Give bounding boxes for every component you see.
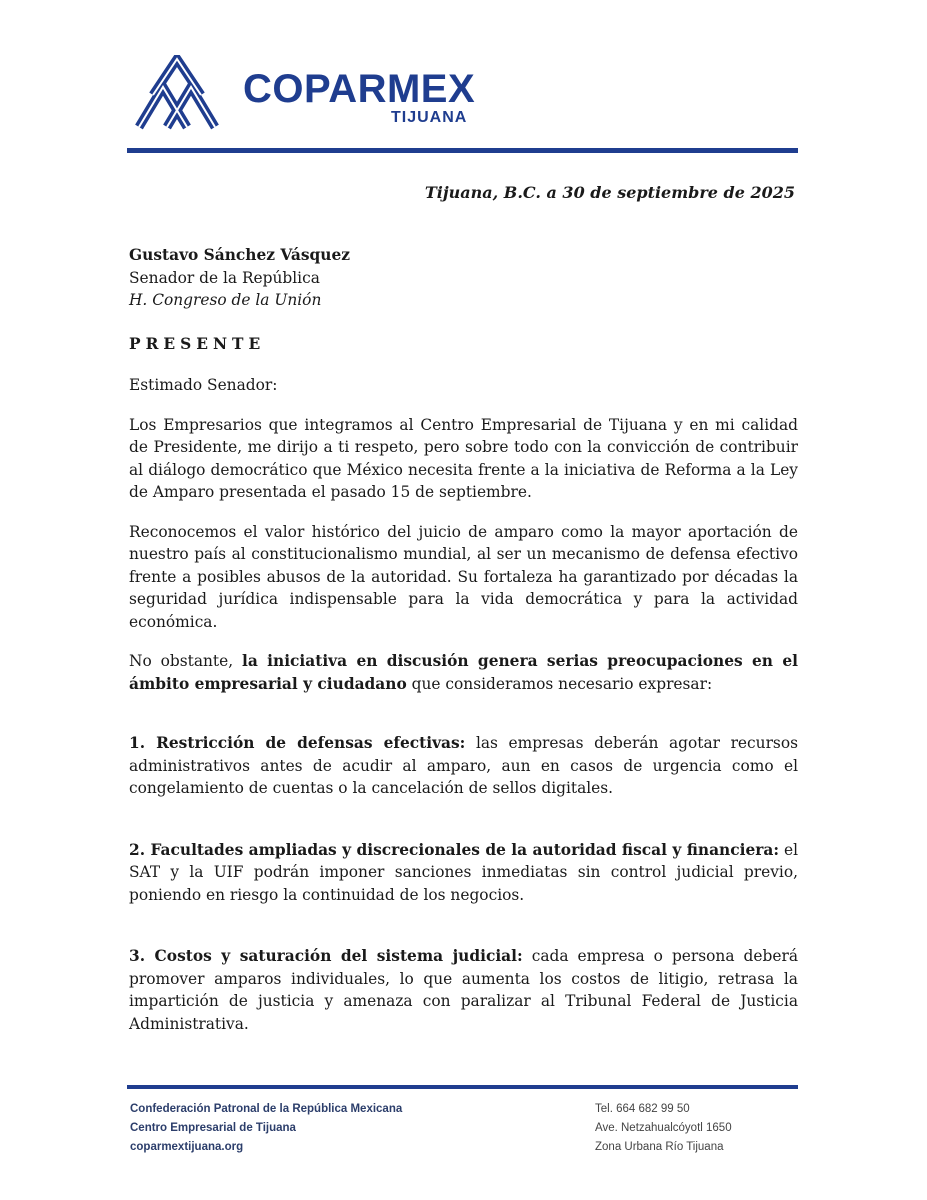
point-heading: 1. Restricción de defensas efectivas: [129, 734, 466, 752]
coparmex-logo [135, 55, 475, 135]
concerns-bold: la iniciativa en discusión genera serias preocupaciones en el ámbito empresarial y ciudadano [129, 652, 798, 693]
footer-divider [127, 1085, 798, 1089]
footer-street: Ave. Netzahualcóyotl 1650 [595, 1122, 732, 1134]
footer-center-name: Centro Empresarial de Tijuana [130, 1122, 296, 1134]
brand-subtitle: TIJUANA [391, 109, 468, 126]
footer-confederation: Confederación Patronal de la República Mexicana [130, 1103, 403, 1115]
paragraph-concerns [129, 650, 798, 695]
point-heading: 3. Costos y saturación del sistema judicial: [129, 947, 523, 965]
recipient-organization: H. Congreso de la Unión [129, 291, 322, 309]
recipient-name: Gustavo Sánchez Vásquez [129, 246, 351, 264]
point-text: el SAT y la UIF podrán imponer sanciones inmediatas sin control judicial previo, poniendo en riesgo la continuidad de los negocios. [129, 840, 798, 904]
header-divider [127, 148, 798, 153]
point-text: las empresas deberán agotar recursos administrativos antes de acudir al amparo, aun en casos de urgencia como el congelamiento de cuentas o la cancelación de sellos digitales. [129, 734, 798, 797]
presente-heading: PRESENTE [129, 334, 266, 353]
footer-contact [595, 1100, 732, 1157]
footer-organization [130, 1100, 402, 1157]
point-item [129, 839, 798, 907]
paragraph-recognition: Reconocemos el valor histórico del juicio de amparo como la mayor aportación de nuestro país al constitucionalismo mundial, al ser un mecanismo de defensa efectivo frente a posibles abusos de la autoridad. Su fortaleza ha garantizado por décadas la seguridad jurídica indispensable para la vida democrática y para la actividad económica. [129, 522, 798, 631]
letter-body [129, 244, 798, 1035]
footer-phone: Tel. 664 682 99 50 [595, 1103, 690, 1115]
concerns-start: No obstante, [129, 652, 242, 670]
coparmex-emblem-icon [135, 55, 221, 133]
recipient-block [129, 244, 798, 312]
point-item [129, 945, 798, 1035]
point-text: cada empresa o persona deberá promover amparos individuales, lo que aumenta los costos de litigio, retrasa la impartición de justicia y amenaza con paralizar al Tribunal Federal de Justicia Administrativa. [129, 947, 798, 1033]
brand-name: COPARMEX [243, 67, 476, 111]
point-item [129, 732, 798, 800]
footer-zone: Zona Urbana Río Tijuana [595, 1141, 724, 1153]
concerns-end: que consideramos necesario expresar: [406, 674, 713, 693]
paragraph-intro: Los Empresarios que integramos al Centro Empresarial de Tijuana y en mi calidad de Presidente, me dirijo a ti respeto, pero sobre todo con la convicción de contribuir al diálogo democrático que México necesita frente a la iniciativa de Reforma a la Ley de Amparo presentada el pasado 15 de septiembre. [129, 415, 798, 501]
greeting: Estimado Senador: [129, 376, 278, 394]
footer-website[interactable]: coparmextijuana.org [130, 1141, 244, 1153]
letter-date: Tijuana, B.C. a 30 de septiembre de 2025 [424, 183, 795, 202]
point-heading: 2. Facultades ampliadas y discrecionales de la autoridad fiscal y financiera: [129, 840, 780, 859]
recipient-title: Senador de la República [129, 268, 320, 287]
